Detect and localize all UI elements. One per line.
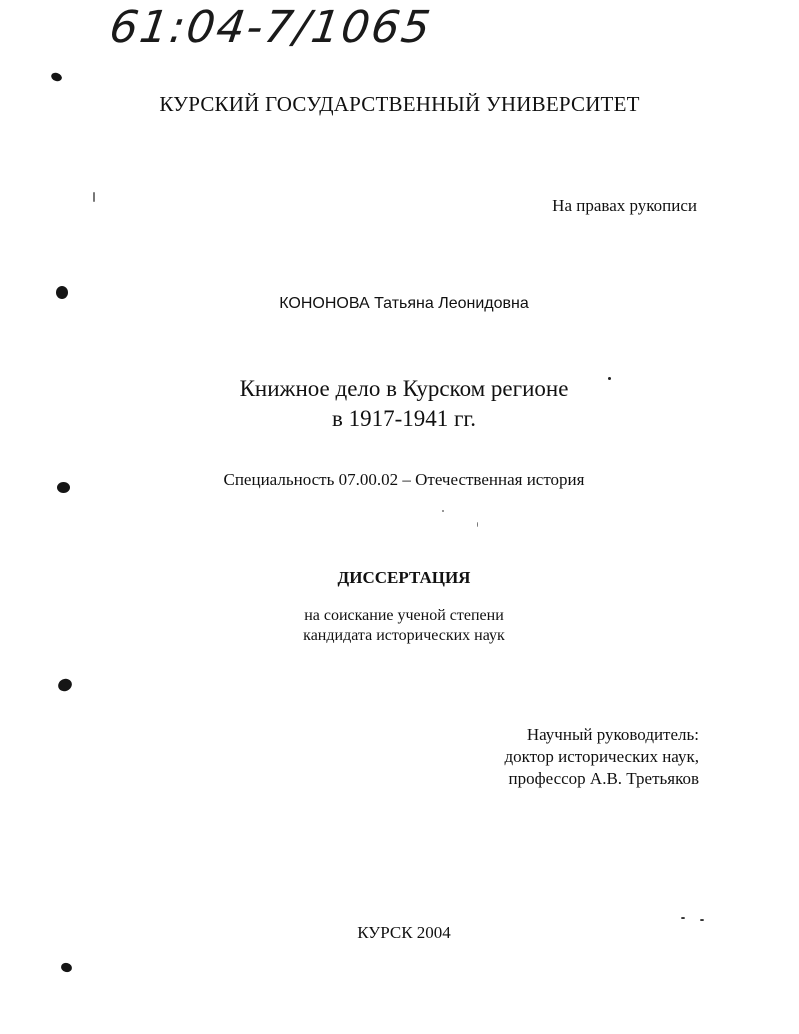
advisor-line-1: Научный руководитель: <box>526 725 699 744</box>
degree-line-2: кандидата исторических наук <box>303 627 505 644</box>
advisor-line-2: доктор исторических наук, <box>504 747 699 766</box>
scan-speck-1 <box>93 192 95 202</box>
city-year-footer: КУРСК 2004 <box>357 923 451 942</box>
scan-speck-5 <box>681 917 685 919</box>
dissertation-title <box>0 374 799 434</box>
title-line-1: Книжное дело в Курском регионе <box>239 376 569 401</box>
handwritten-catalog-code: 61:04-7/1065 <box>106 2 436 53</box>
scan-speck-3 <box>442 510 444 512</box>
scan-speck-6 <box>700 919 704 921</box>
scan-mark-4 <box>56 677 74 694</box>
scientific-advisor-block <box>504 724 699 790</box>
scan-mark-1 <box>50 71 63 82</box>
scan-mark-5 <box>60 962 73 974</box>
scan-speck-4 <box>477 522 478 527</box>
scan-mark-3 <box>57 482 70 493</box>
manuscript-rights-note: На правах рукописи <box>552 196 697 215</box>
document-type-heading: ДИССЕРТАЦИЯ <box>337 568 471 587</box>
scan-mark-2 <box>56 286 68 299</box>
title-line-2: в 1917-1941 гг. <box>331 406 477 431</box>
university-name: КУРСКИЙ ГОСУДАРСТВЕННЫЙ УНИВЕРСИТЕТ <box>159 92 640 116</box>
degree-line-1: на соискание ученой степени <box>304 607 504 624</box>
author-name: КОНОНОВА Татьяна Леонидовна <box>279 295 529 312</box>
advisor-line-3: профессор А.В. Третьяков <box>508 769 699 788</box>
specialty-line: Специальность 07.00.02 – Отечественная история <box>223 470 585 489</box>
scan-speck-2 <box>608 377 611 380</box>
degree-description <box>0 606 799 646</box>
